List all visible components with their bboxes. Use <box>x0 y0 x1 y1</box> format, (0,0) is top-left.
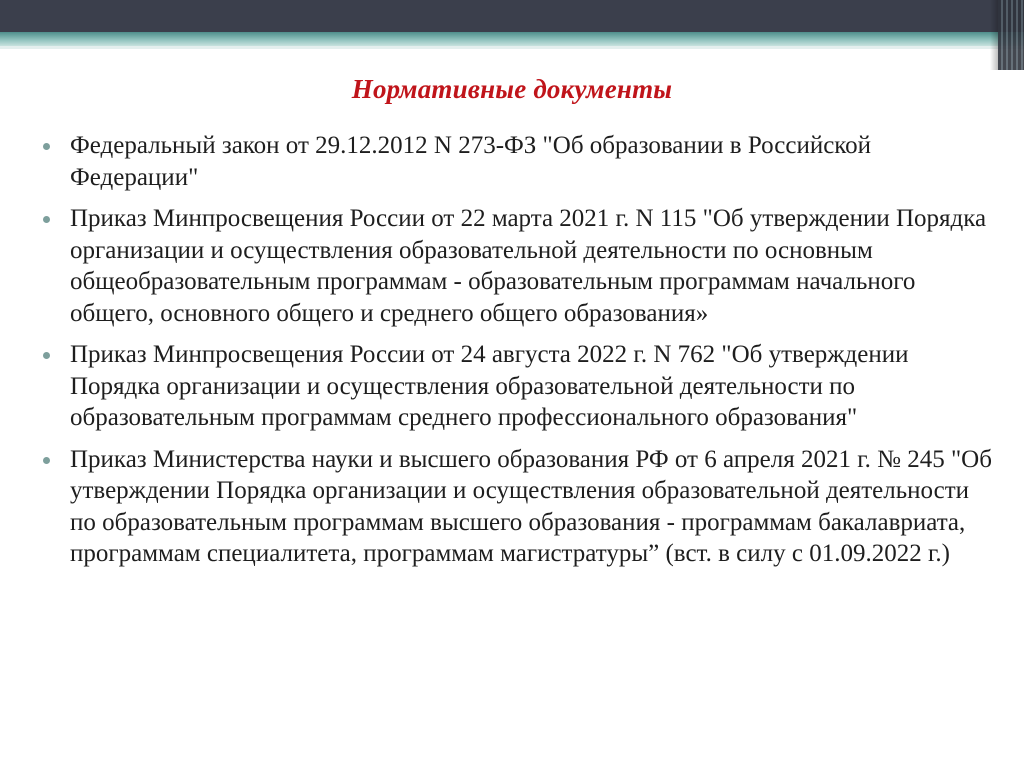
list-item-text: Федеральный закон от 29.12.2012 N 273-ФЗ "Об образовании в Российской Федерации" <box>70 132 872 191</box>
list-item-text: Приказ Министерства науки и высшего образования РФ от 6 апреля 2021 г. № 245 "Об утверждении Порядка организации и осуществления образовательной деятельности по образовательным программам высшего образования - программам бакалавриата, программам специалитета, программам магистратуры” (вст. в силу с 01.09.2022 г.) <box>70 445 992 567</box>
header-teal-band <box>0 32 1024 46</box>
bullet-icon <box>43 457 50 464</box>
list-item-order-115 <box>40 203 1000 329</box>
header-dark-bar <box>0 0 1024 32</box>
list-item-text: Приказ Минпросвещения России от 22 марта 2021 г. N 115 "Об утверждении Порядка организации и осуществления образовательной деятельности по основным общеобразовательным программам - образовательным программам начального общего, основного общего и среднего общего образования» <box>70 205 987 327</box>
header-light-stripe <box>0 46 1024 49</box>
document-list <box>40 130 1000 580</box>
bullet-icon <box>43 143 50 150</box>
corner-shadow <box>990 0 998 70</box>
slide-title: Нормативные документы <box>351 74 673 104</box>
corner-stripes <box>998 0 1024 70</box>
list-item-text: Приказ Минпросвещения России от 24 августа 2022 г. N 762 "Об утверждении Порядка организации и осуществления образовательной деятельности по образовательным программам среднего профессионального образования" <box>70 341 909 431</box>
list-item-federal-law <box>40 130 1000 193</box>
bullet-icon <box>43 216 50 223</box>
list-item-order-245 <box>40 444 1000 570</box>
list-item-order-762 <box>40 339 1000 434</box>
bullet-icon <box>43 352 50 359</box>
